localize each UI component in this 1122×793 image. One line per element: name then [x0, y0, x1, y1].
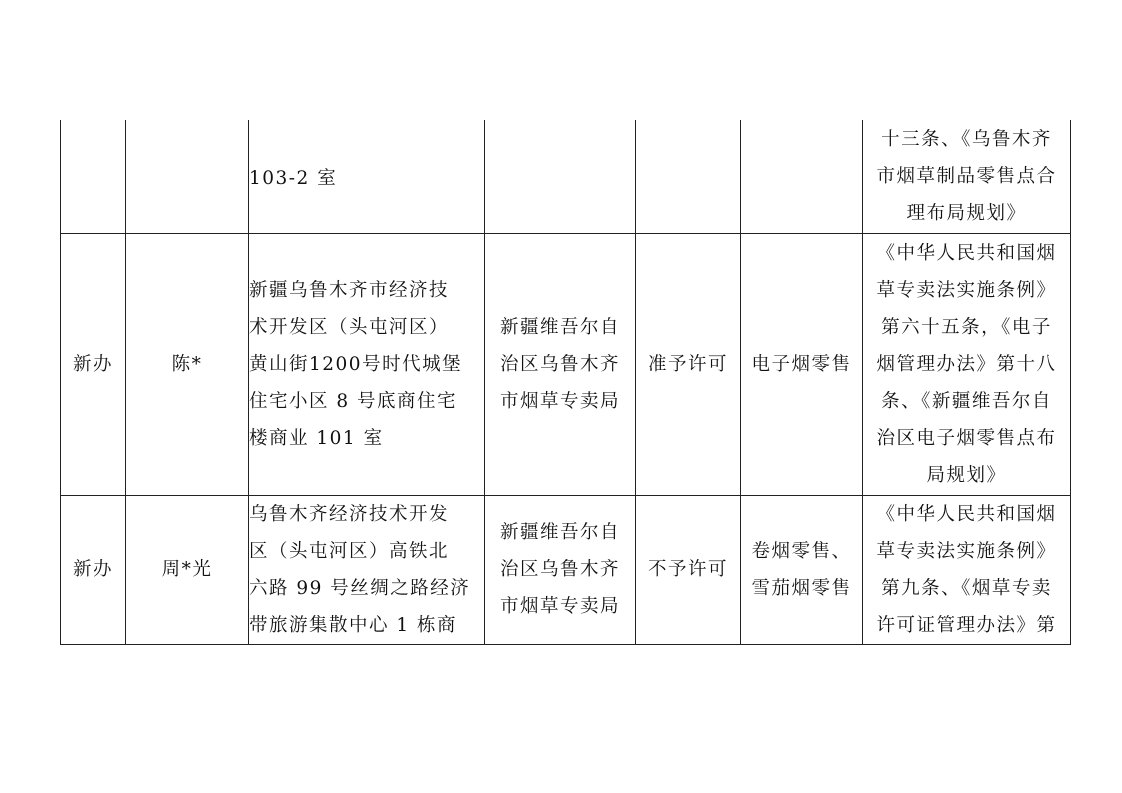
- authority-cell: [485, 120, 636, 233]
- name-cell: 陈*: [126, 233, 249, 495]
- basis-cell: 十三条、《乌鲁木齐 市烟草制品零售点合 理布局规划》: [863, 120, 1071, 233]
- license-table: [60, 120, 1071, 645]
- address-cell: 103-2 室: [249, 120, 485, 233]
- table-row: [61, 495, 1071, 644]
- scope-cell: [741, 120, 863, 233]
- address-cell: 新疆乌鲁木齐市经济技 术开发区（头屯河区） 黄山街1200号时代城堡 住宅小区 8 号底商住宅 楼商业 101 室: [249, 233, 485, 495]
- address-cell: 乌鲁木齐经济技术开发 区（头屯河区）高铁北 六路 99 号丝绸之路经济 带旅游集散中心 1 栋商: [249, 495, 485, 644]
- authority-cell: 新疆维吾尔自 治区乌鲁木齐 市烟草专卖局: [485, 495, 636, 644]
- type-cell: 新办: [61, 233, 126, 495]
- type-cell: [61, 120, 126, 233]
- name-cell: [126, 120, 249, 233]
- table-row: [61, 120, 1071, 233]
- scope-cell: 电子烟零售: [741, 233, 863, 495]
- basis-cell: 《中华人民共和国烟 草专卖法实施条例》 第六十五条，《电子 烟管理办法》第十八 条、《新疆维吾尔自 治区电子烟零售点布 局规划》: [863, 233, 1071, 495]
- scope-cell: 卷烟零售、 雪茄烟零售: [741, 495, 863, 644]
- decision-cell: 准予许可: [636, 233, 741, 495]
- basis-cell: 《中华人民共和国烟 草专卖法实施条例》 第九条、《烟草专卖 许可证管理办法》第: [863, 495, 1071, 644]
- type-cell: 新办: [61, 495, 126, 644]
- decision-cell: [636, 120, 741, 233]
- table-row: [61, 233, 1071, 495]
- decision-cell: 不予许可: [636, 495, 741, 644]
- authority-cell: 新疆维吾尔自 治区乌鲁木齐 市烟草专卖局: [485, 233, 636, 495]
- name-cell: 周*光: [126, 495, 249, 644]
